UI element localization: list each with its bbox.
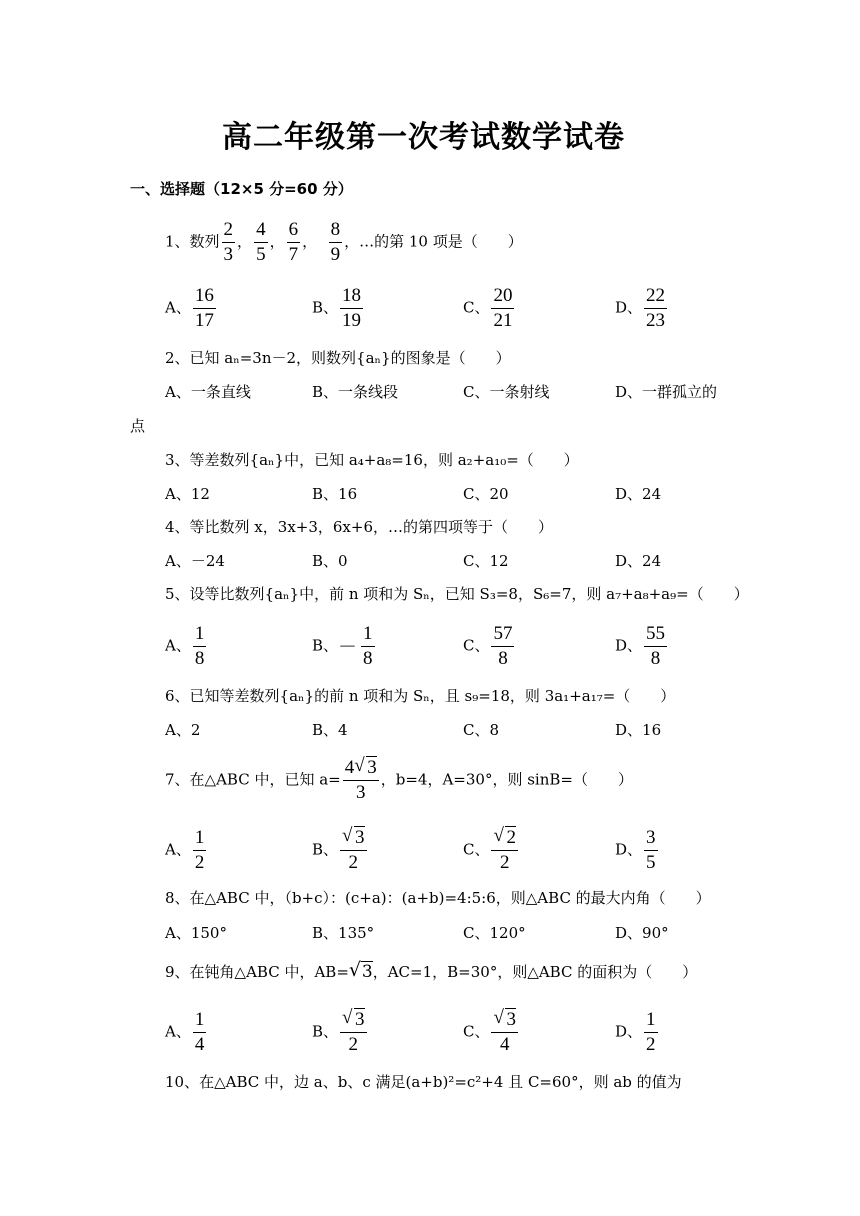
question-9: 9、在钝角△ABC 中，AB=√ 3，AC=1，B=30°，则△ABC 的面积为（ ） (165, 962, 697, 982)
q1-option-b: B、 $\frac{18}{19}$ (312, 285, 362, 331)
q9-option-d: D、 $\frac{1}{2}$ (615, 1009, 656, 1055)
question-6: 6、已知等差数列{aₙ}的前 n 项和为 Sₙ，且 s₉=18，则 3a₁+a₁₇=（ ） (165, 687, 676, 705)
q5-option-b: B、－ $\frac{1}{8}$ (312, 623, 373, 669)
q8-option-c: C、120° (463, 924, 526, 942)
q1-option-d: D、 $\frac{22}{23}$ (615, 285, 666, 331)
question-8: 8、在△ABC 中，（b+c）：(c+a)：(a+b)=4:5:6，则△ABC 的最大内角（ ） (165, 889, 711, 907)
q7-option-c: C、 √ $\frac{2}{2}$ (463, 826, 520, 875)
q7-option-a: A、 $\frac{1}{2}$ (165, 827, 205, 873)
q8-option-d: D、90° (615, 924, 669, 942)
q4-option-c: C、12 (463, 552, 509, 570)
q3-option-d: D、24 (615, 485, 662, 503)
q6-option-c: C、8 (463, 721, 500, 739)
q2-option-d-cont: 点 (130, 417, 146, 435)
q2-option-d: D、一群孤立的 (615, 383, 718, 401)
q7-option-d: D、 $\frac{3}{5}$ (615, 827, 656, 873)
q1-option-c: C、 $\frac{20}{21}$ (463, 285, 513, 331)
q9-option-c: C、 √ $\frac{3}{4}$ (463, 1008, 520, 1057)
q8-option-a: A、150° (165, 924, 227, 942)
question-10: 10、在△ABC 中，边 a、b、c 满足(a+b)²=c²+4 且 C=60°，则 ab 的值为 (165, 1073, 682, 1091)
q6-option-a: A、2 (165, 721, 201, 739)
q7-option-b: B、 √ $\frac{3}{2}$ (312, 826, 369, 875)
q4-option-a: A、－24 (165, 552, 225, 570)
question-2: 2、已知 aₙ=3n－2，则数列{aₙ}的图象是（ ） (165, 349, 511, 367)
page-title: 高二年级第一次考试数学试卷 (222, 120, 625, 155)
question-7: 7、在△ABC 中，已知 a= $\frac{4√ 3}{3}$ ，b=4，A=30°，则 sinB=（ ） (165, 756, 633, 805)
question-1: 1、数列 $\frac{2}{3}$ ， $\frac{4}{5}$ ， $\frac{6}{7}$ ， $\frac{8}{9}$ ，…的第 10 项是（ ） (165, 219, 523, 265)
q4-option-b: B、0 (312, 552, 348, 570)
q9-option-b: B、 √ $\frac{3}{2}$ (312, 1008, 369, 1057)
q2-option-a: A、一条直线 (165, 383, 251, 401)
q1-option-a: A、 $\frac{16}{17}$ (165, 285, 214, 331)
q5-option-d: D、 $\frac{55}{8}$ (615, 623, 666, 669)
q2-option-b: B、一条线段 (312, 383, 399, 401)
q6-option-d: D、16 (615, 721, 662, 739)
section-heading: 一、选择题（12×5 分=60 分） (130, 180, 353, 198)
question-4: 4、等比数列 x，3x+3，6x+6，…的第四项等于（ ） (165, 518, 554, 536)
q6-option-b: B、4 (312, 721, 348, 739)
question-3: 3、等差数列{aₙ}中，已知 a₄+a₈=16，则 a₂+a₁₀=（ ） (165, 451, 579, 469)
q4-option-d: D、24 (615, 552, 662, 570)
q9-option-a: A、 $\frac{1}{4}$ (165, 1009, 205, 1055)
q5-option-c: C、 $\frac{57}{8}$ (463, 623, 513, 669)
q8-option-b: B、135° (312, 924, 375, 942)
q3-option-a: A、12 (165, 485, 210, 503)
q5-option-a: A、 $\frac{1}{8}$ (165, 623, 205, 669)
q2-option-c: C、一条射线 (463, 383, 550, 401)
question-5: 5、设等比数列{aₙ}中，前 n 项和为 Sₙ，已知 S₃=8，S₆=7，则 a₇+a₈+a₉=（ ） (165, 585, 749, 603)
q3-option-b: B、16 (312, 485, 358, 503)
q3-option-c: C、20 (463, 485, 509, 503)
